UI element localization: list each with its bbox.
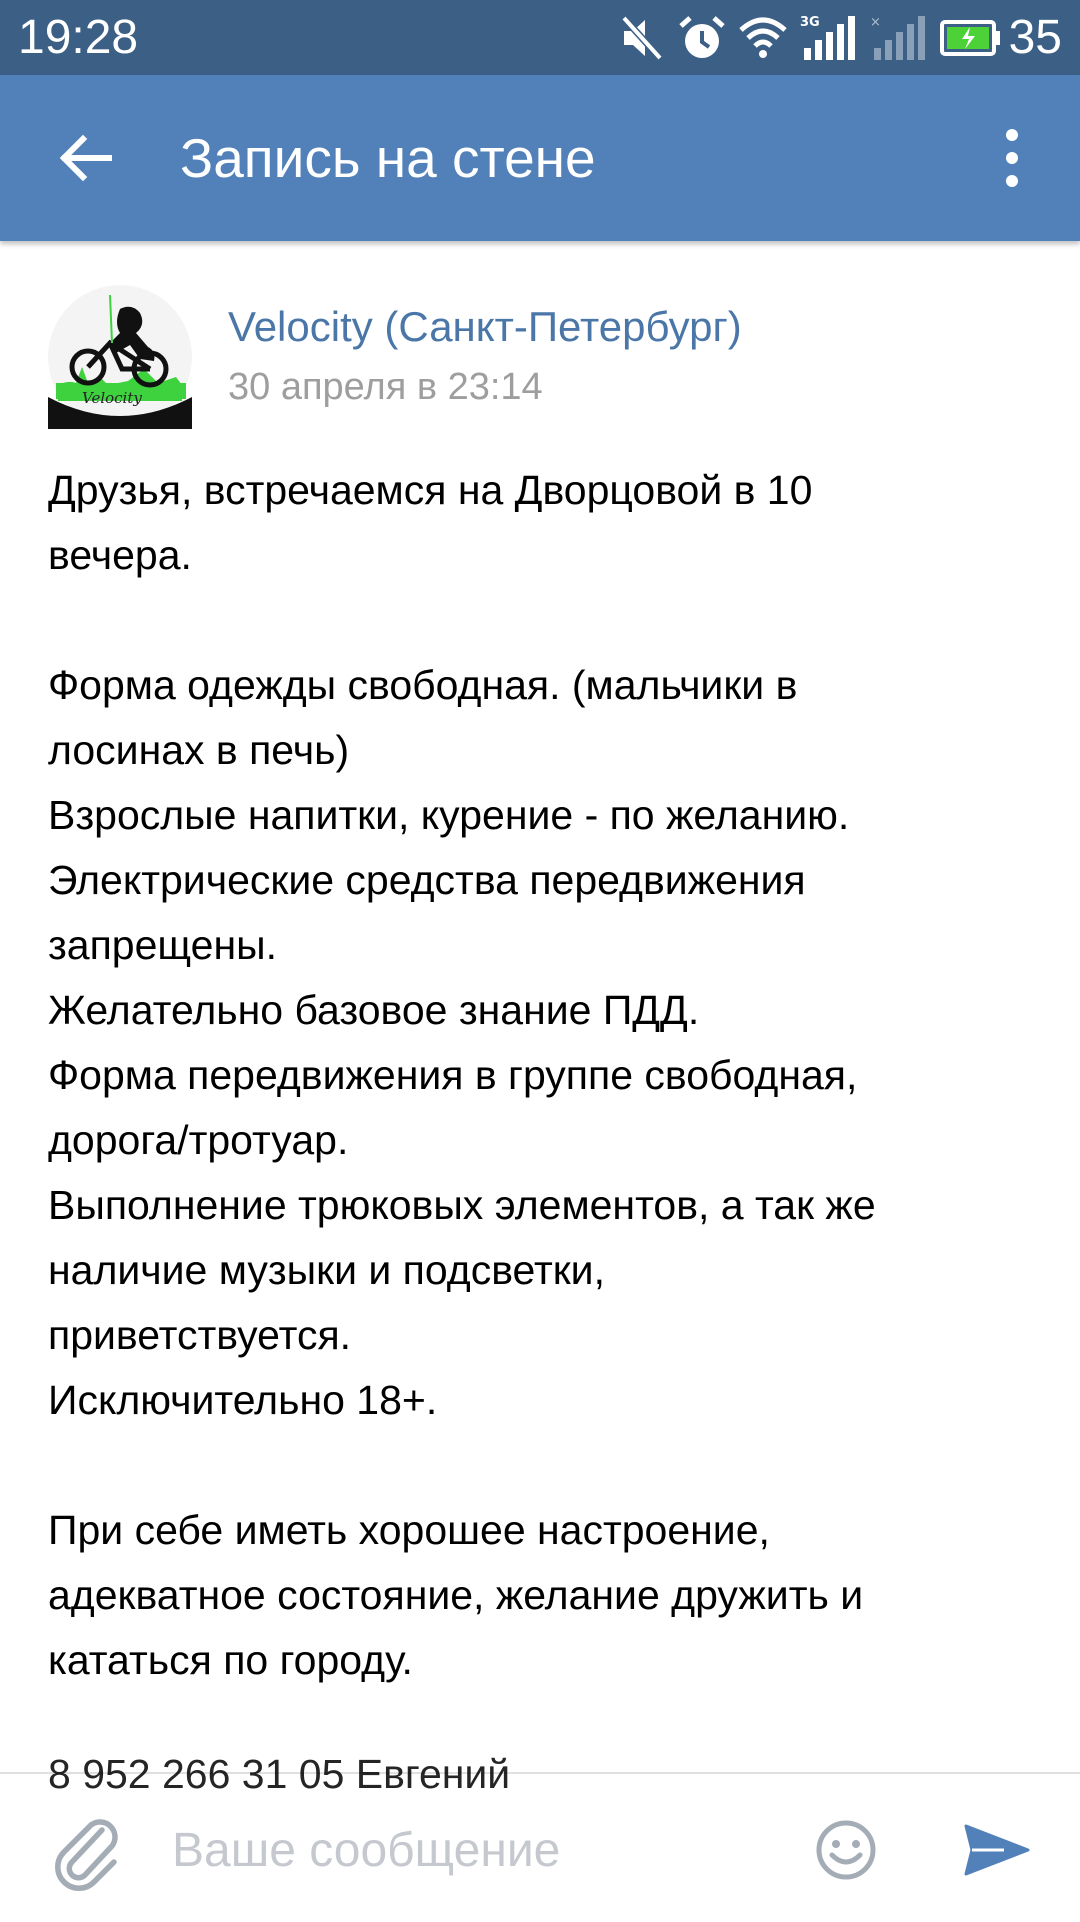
- send-icon[interactable]: [962, 1822, 1030, 1878]
- page-title: Запись на стене: [180, 127, 596, 189]
- post-text-line: [48, 588, 1048, 653]
- status-icons: [560, 0, 1080, 75]
- post-text-line: наличие музыки и подсветки,: [48, 1247, 605, 1293]
- more-vert-icon[interactable]: [990, 123, 1034, 193]
- post-author[interactable]: Velocity (Санкт-Петербург): [228, 303, 742, 350]
- velocity-logo: [48, 285, 192, 429]
- post-text-line: Выполнение трюковых элементов, а так же: [48, 1182, 876, 1228]
- mute-icon: [620, 14, 664, 62]
- status-bar: [0, 0, 1080, 75]
- svg-text:3G: 3G: [800, 15, 820, 30]
- avatar-logo-text: Velocity: [82, 389, 142, 407]
- app-bar: [0, 75, 1080, 241]
- post-text-line: запрещены.: [48, 922, 277, 968]
- signal-3g-icon: [800, 14, 856, 62]
- battery-percentage: 35: [1008, 11, 1062, 64]
- post-text-line: Форма передвижения в группе свободная,: [48, 1052, 858, 1098]
- post-date: 30 апреля в 23:14: [228, 366, 543, 408]
- emoji-icon[interactable]: [815, 1819, 877, 1881]
- message-composer: [0, 1751, 1080, 1922]
- post-text-line: приветствуется.: [48, 1312, 352, 1358]
- message-input[interactable]: [170, 1812, 774, 1889]
- svg-text:×: ×: [870, 15, 881, 30]
- battery-charging-icon: [940, 14, 1002, 62]
- post-text-line: Взрослые напитки, курение - по желанию.: [48, 792, 850, 838]
- post-text-line: вечера.: [48, 532, 192, 578]
- post-text-line: При себе иметь хорошее настроение,: [48, 1507, 770, 1553]
- post-text-line: Желательно базовое знание ПДД.: [48, 987, 700, 1033]
- post-text-line: дорога/тротуар.: [48, 1117, 349, 1163]
- post-text-line: Форма одежды свободная. (мальчики в: [48, 662, 798, 708]
- post-text-line: лосинах в печь): [48, 727, 350, 773]
- post-text-line: кататься по городу.: [48, 1637, 413, 1683]
- signal-no-sim-icon: [870, 14, 926, 62]
- wifi-icon: [738, 14, 788, 62]
- post-text-line: Электрические средства передвижения: [48, 857, 806, 903]
- back-arrow-icon[interactable]: [55, 128, 115, 188]
- post-text-line: [48, 1433, 1048, 1498]
- alarm-icon: [678, 14, 726, 62]
- avatar[interactable]: [48, 285, 192, 429]
- post-text-line: Исключительно 18+.: [48, 1377, 438, 1423]
- paperclip-icon[interactable]: [52, 1812, 122, 1887]
- status-time: 19:28: [18, 11, 139, 64]
- post-text-line-cut: 8 952 266 31 05 Евгений: [48, 1751, 511, 1797]
- post-text: [48, 458, 1048, 1693]
- post-text-line: Друзья, встречаемся на Дворцовой в 10: [48, 467, 813, 513]
- post-text-line: адекватное состояние, желание дружить и: [48, 1572, 864, 1618]
